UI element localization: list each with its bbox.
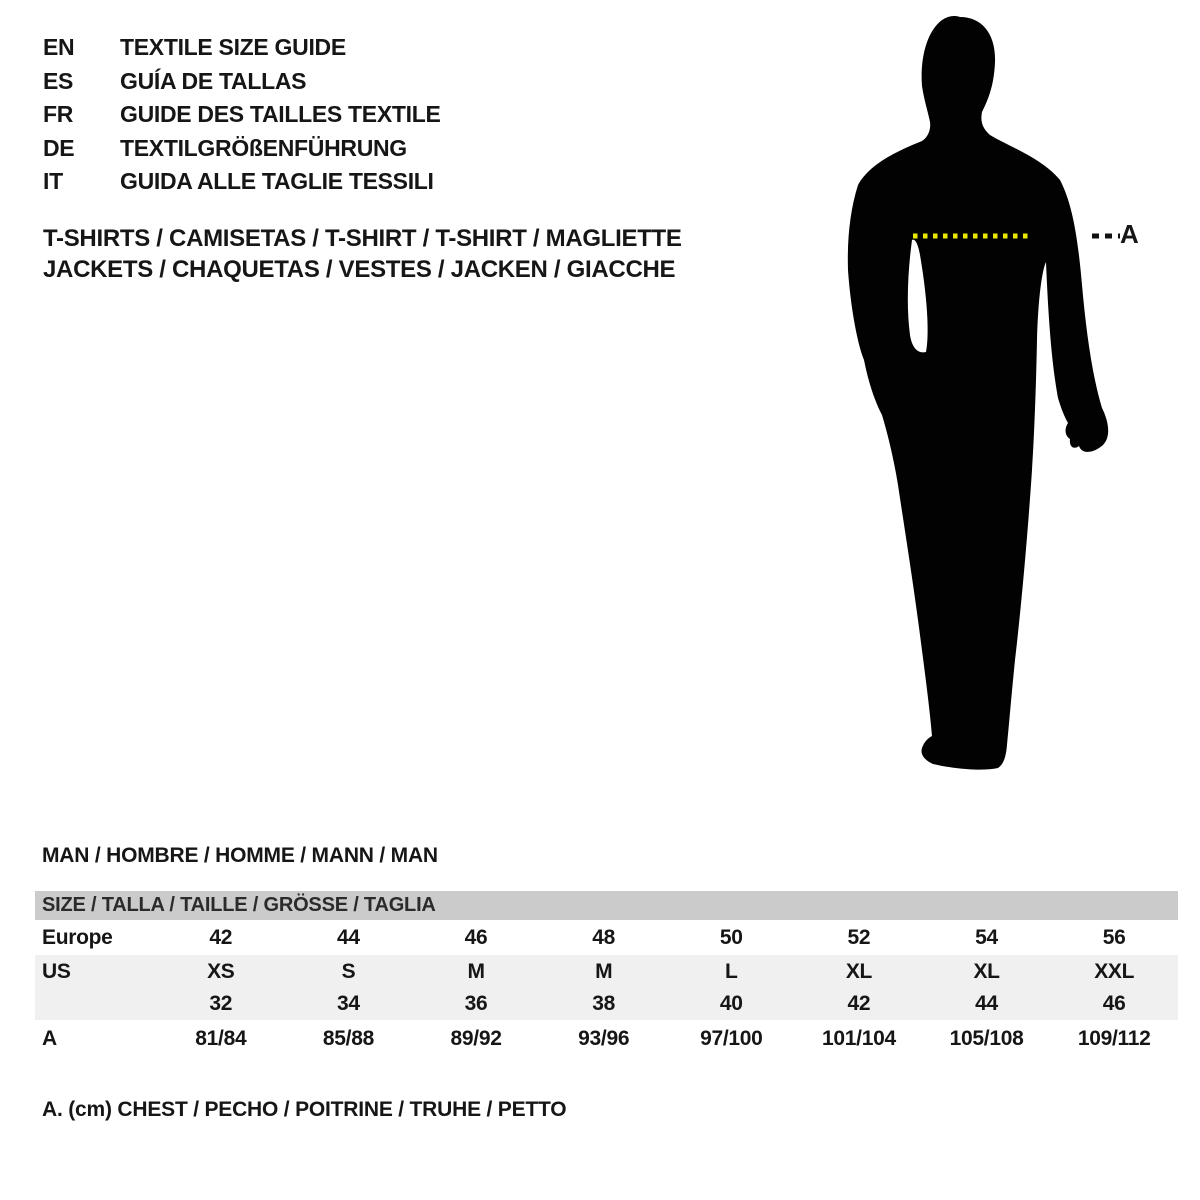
size-cell: 54 xyxy=(975,925,998,949)
language-code: DE xyxy=(43,134,75,161)
section-heading-man: MAN / HOMBRE / HOMME / MANN / MAN xyxy=(42,844,438,867)
language-code: IT xyxy=(43,168,63,194)
size-cell: 109/112 xyxy=(1077,1027,1151,1050)
size-cell: S xyxy=(341,959,356,983)
size-cell: 42 xyxy=(847,992,871,1015)
size-cell: 81/84 xyxy=(195,1027,247,1050)
language-guide xyxy=(43,31,441,199)
language-title: TEXTILE SIZE GUIDE xyxy=(120,34,346,60)
size-cell: M xyxy=(595,959,613,983)
category-line-tshirts: T-SHIRTS / CAMISETAS / T-SHIRT / T-SHIRT / MAGLIETTE xyxy=(43,225,682,252)
size-cell: 52 xyxy=(847,925,871,949)
language-title: GUÍA DE TALLAS xyxy=(120,67,307,94)
size-cell: 46 xyxy=(1102,992,1126,1015)
man-silhouette-body xyxy=(848,16,1108,770)
size-cell: 46 xyxy=(464,925,488,949)
language-code: FR xyxy=(43,101,74,127)
size-cell: 34 xyxy=(337,992,360,1015)
table-row-chest-cm xyxy=(35,1020,1178,1058)
size-cell: XXL xyxy=(1094,959,1135,983)
size-cell: 38 xyxy=(592,992,616,1015)
size-cell: 101/104 xyxy=(822,1027,896,1050)
size-cell: 40 xyxy=(719,992,743,1015)
size-cell: XS xyxy=(207,959,235,983)
language-row xyxy=(43,165,441,199)
table-row-alt-sizes xyxy=(35,988,1178,1020)
size-cell: 56 xyxy=(1102,925,1126,949)
size-cell: 42 xyxy=(209,925,233,949)
row-label: A xyxy=(42,1027,57,1050)
size-cell: 36 xyxy=(464,992,488,1015)
category-block xyxy=(43,223,682,285)
table-row-us xyxy=(35,955,1178,988)
size-cell: 32 xyxy=(209,992,233,1015)
language-row xyxy=(43,132,441,166)
row-label: US xyxy=(42,959,71,983)
language-title: GUIDA ALLE TAGLIE TESSILI xyxy=(120,168,434,194)
size-cell: 97/100 xyxy=(700,1027,763,1050)
size-cell: L xyxy=(725,959,738,983)
language-code: EN xyxy=(43,34,75,60)
size-cell: 89/92 xyxy=(450,1027,502,1050)
language-title: TEXTILGRÖßENFÜHRUNG xyxy=(120,134,407,161)
size-cell: XL xyxy=(845,959,873,983)
measurement-label-a: A xyxy=(1120,219,1139,249)
table-row-europe xyxy=(35,920,1178,955)
size-cell: 105/108 xyxy=(949,1027,1024,1050)
size-table xyxy=(35,891,1178,1058)
size-cell: 48 xyxy=(592,925,616,949)
language-title: GUIDE DES TAILLES TEXTILE xyxy=(120,101,441,127)
size-cell: M xyxy=(467,959,485,983)
language-row xyxy=(43,65,441,99)
measurement-footnote: A. (cm) CHEST / PECHO / POITRINE / TRUHE / PETTO xyxy=(42,1098,567,1121)
language-row xyxy=(43,98,441,132)
size-cell: XL xyxy=(973,959,1000,983)
size-cell: 50 xyxy=(719,925,743,949)
size-cell: 44 xyxy=(975,992,998,1015)
language-row xyxy=(43,31,441,65)
size-cell: 85/88 xyxy=(322,1027,374,1050)
size-table-header: SIZE / TALLA / TAILLE / GRÖSSE / TAGLIA xyxy=(35,891,1178,920)
category-line-jackets: JACKETS / CHAQUETAS / VESTES / JACKEN / GIACCHE xyxy=(43,256,676,283)
size-cell: 93/96 xyxy=(578,1027,630,1050)
man-silhouette-icon xyxy=(830,0,1160,780)
language-code: ES xyxy=(43,67,74,94)
size-cell: 44 xyxy=(337,925,360,949)
row-label: Europe xyxy=(42,925,113,949)
